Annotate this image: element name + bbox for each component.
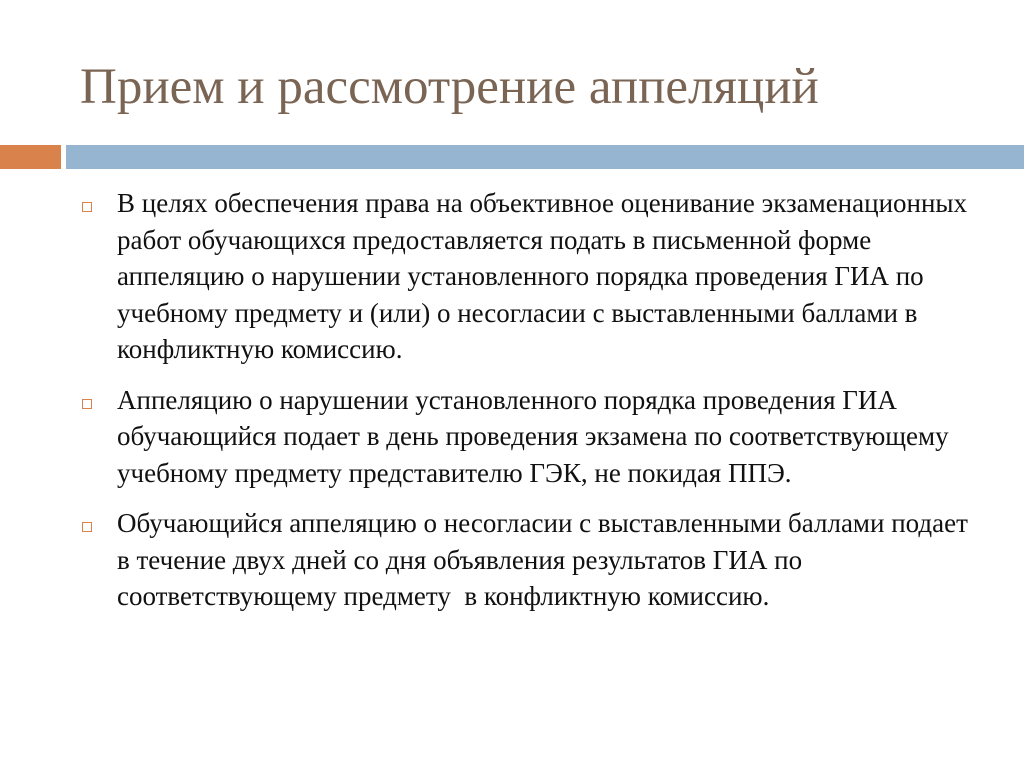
accent-bar-blue: [66, 145, 1024, 169]
bullet-text: Обучающийся аппеляцию о несогласии с выставленными баллами подает в течение двух дней со дня объявления результатов ГИА по соответствующему предмету в конфликтную комиссию.: [117, 508, 982, 611]
bullet-list: [80, 185, 980, 629]
hollow-square-icon: [82, 202, 92, 212]
bullet-item: [80, 505, 980, 615]
bullet-item: [80, 185, 980, 368]
hollow-square-icon: [82, 522, 92, 532]
bullet-text: В целях обеспечения права на объективное оценивание экзаменационных работ обучающихся предоставляется подать в письменной форме аппеляцию о нарушении установленного порядка проведения ГИА по учебному предмету и (или) о несогласии с выставленными баллами в конфликтную комиссию.: [117, 188, 974, 364]
bullet-text: Аппеляцию о нарушении установленного порядка проведения ГИА обучающийся подает в день проведения экзамена по соответствующему учебному предмету представителю ГЭК, не покидая ППЭ.: [117, 384, 956, 488]
slide-title: Прием и рассмотрение аппеляций: [80, 59, 819, 115]
bullet-item: [80, 382, 980, 492]
accent-bar-orange: [0, 145, 61, 169]
hollow-square-icon: [82, 399, 92, 409]
